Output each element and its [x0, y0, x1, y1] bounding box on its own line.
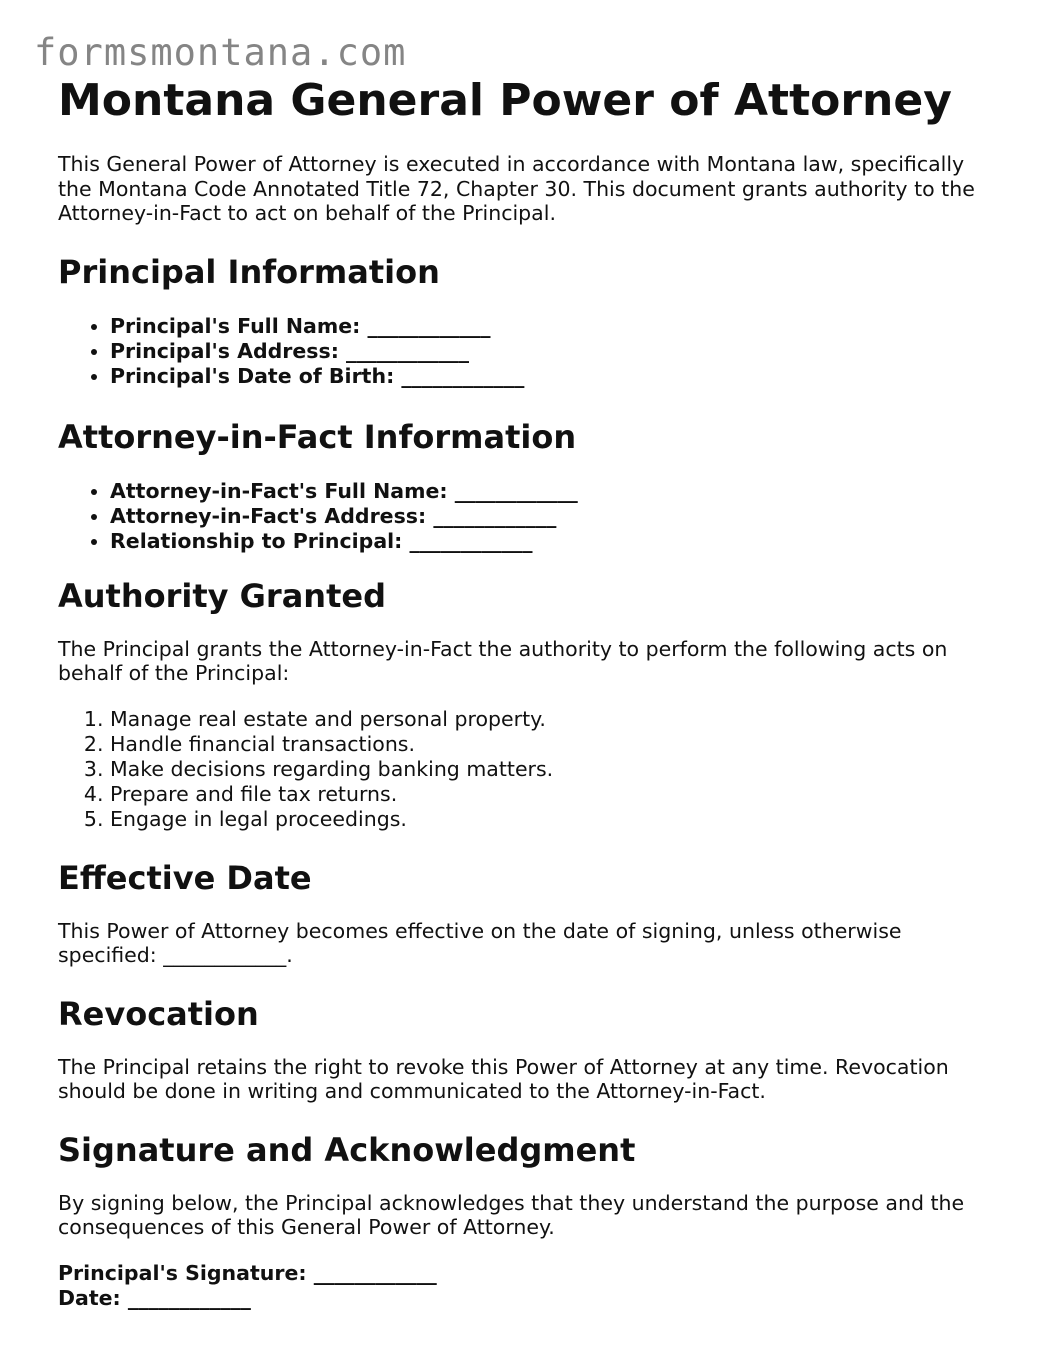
effective-date-text: This Power of Attorney becomes effective on the date of signing, unless otherwise specified: ____________.	[58, 918, 902, 967]
attorney-full-name-field: • Attorney-in-Fact's Full Name: ____________	[110, 479, 998, 504]
attorney-info-heading: Attorney-in-Fact Information	[58, 417, 577, 456]
principal-info-heading: Principal Information	[58, 252, 440, 291]
signature-block	[58, 1261, 998, 1311]
authority-item: 5. Engage in legal proceedings.	[110, 807, 998, 832]
authority-heading: Authority Granted	[58, 576, 386, 615]
principal-dob-field: • Principal's Date of Birth: ____________	[110, 364, 998, 389]
authority-item: 3. Make decisions regarding banking matters.	[110, 757, 998, 782]
principal-address-field: • Principal's Address: ____________	[110, 339, 998, 364]
watermark-text: formsmontana.com	[34, 31, 407, 74]
document-title: Montana General Power of Attorney	[58, 75, 952, 126]
relationship-field: • Relationship to Principal: ____________	[110, 529, 998, 554]
authority-item: 1. Manage real estate and personal property.	[110, 707, 998, 732]
intro-paragraph: This General Power of Attorney is executed in accordance with Montana law, specifically the Montana Code Annotated Title 72, Chapter 30. This document grants authority to the Attorney-in-Fact to act on behalf of the Principal.	[58, 152, 975, 225]
attorney-field-list	[58, 479, 998, 554]
signature-date-line: Date: ____________	[58, 1285, 251, 1310]
effective-date-heading: Effective Date	[58, 858, 312, 897]
principal-full-name-field: • Principal's Full Name: ____________	[110, 314, 998, 339]
signature-text: By signing below, the Principal acknowledges that they understand the purpose and the consequences of this General Power of Attorney.	[58, 1190, 965, 1239]
authority-item: 4. Prepare and file tax returns.	[110, 782, 998, 807]
revocation-text: The Principal retains the right to revoke this Power of Attorney at any time. Revocation should be done in writing and communicated to the Attorney-in-Fact.	[58, 1054, 949, 1103]
revocation-heading: Revocation	[58, 994, 259, 1033]
document-body	[58, 74, 998, 1311]
principal-signature-line: Principal's Signature: ____________	[58, 1260, 437, 1285]
authority-list	[58, 707, 998, 832]
authority-text: The Principal grants the Attorney-in-Fact the authority to perform the following acts on behalf of the Principal:	[58, 636, 948, 685]
attorney-address-field: • Attorney-in-Fact's Address: ____________	[110, 504, 998, 529]
signature-heading: Signature and Acknowledgment	[58, 1130, 636, 1169]
principal-field-list	[58, 314, 998, 389]
authority-item: 2. Handle financial transactions.	[110, 732, 998, 757]
